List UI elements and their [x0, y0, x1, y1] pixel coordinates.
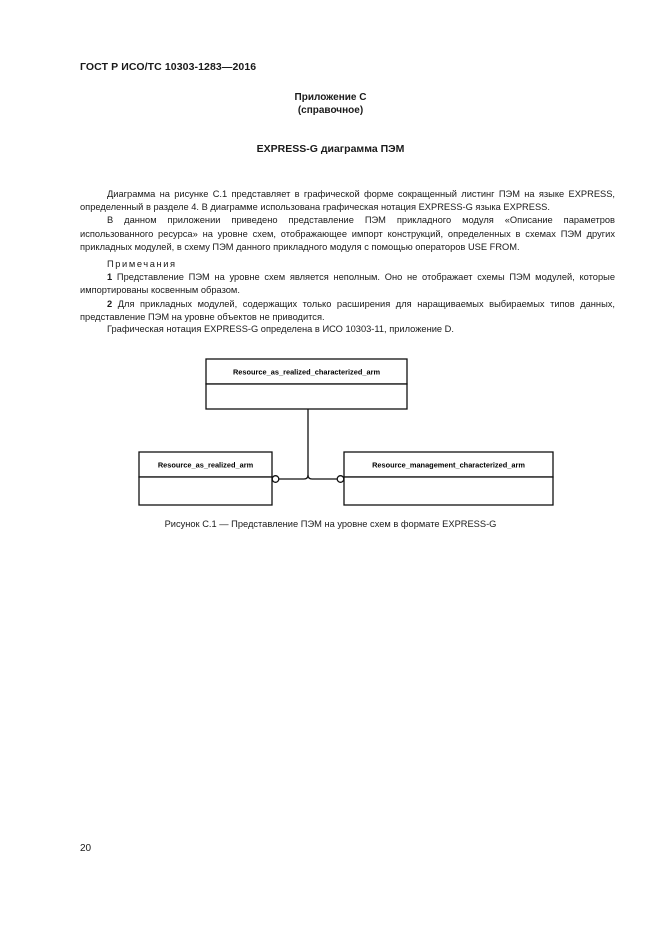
- left-connector-circle: [272, 476, 279, 483]
- appendix-subtitle: (справочное): [297, 105, 364, 116]
- page-number: 20: [80, 843, 92, 854]
- right-connector-circle: [337, 476, 344, 483]
- paragraph-2: В данном приложении приведено представление ПЭМ прикладного модуля «Описание параметров использованного ресурса» на уровне схем, отображающее импорт конструкций, определенных в схемах ПЭМ других прикладных модулей, в схему ПЭМ данного прикладного модуля с помощью операторов USE FROM.: [80, 215, 615, 252]
- right-connector-line: [308, 475, 337, 479]
- section-title: EXPRESS-G диаграмма ПЭМ: [256, 143, 405, 155]
- use-from-connectors: [272, 409, 344, 482]
- note-1: 1 Представление ПЭМ на уровне схем является неполным. Оно не отображает схемы ПЭМ модулей, которые импортированы косвенным образом.: [80, 272, 615, 296]
- left-box-label: Resource_as_realized_arm: [157, 460, 254, 470]
- left-connector-line: [279, 475, 308, 479]
- left-schema-box: [139, 452, 272, 505]
- document-header: ГОСТ Р ИСО/ТС 10303-1283—2016: [80, 61, 257, 73]
- top-schema-box: [206, 359, 407, 409]
- notation-text: Графическая нотация EXPRESS-G определена в ИСО 10303-11, приложение D.: [107, 324, 454, 334]
- figure-caption: Рисунок С.1 — Представление ПЭМ на уровне схем в формате EXPRESS-G: [164, 519, 497, 529]
- right-schema-box: [344, 452, 553, 505]
- right-box-label: Resource_management_characterized_arm: [372, 460, 525, 470]
- note-2: 2 Для прикладных модулей, содержащих только расширения для наращиваемых выбираемых типов данных, представление ПЭМ на уровне объектов не приводится.: [80, 298, 615, 322]
- notes-label: Примечания: [107, 259, 177, 269]
- paragraph-1: Диаграмма на рисунке С.1 представляет в графической форме сокращенный листинг ПЭМ на языке EXPRESS, определенный в разделе 4. В диаграмме использована графическая нотация EXPRESS-G языка EXPRESS.: [80, 189, 615, 213]
- top-box-label: Resource_as_realized_characterized_arm: [232, 367, 381, 377]
- appendix-title: Приложение С: [294, 92, 367, 103]
